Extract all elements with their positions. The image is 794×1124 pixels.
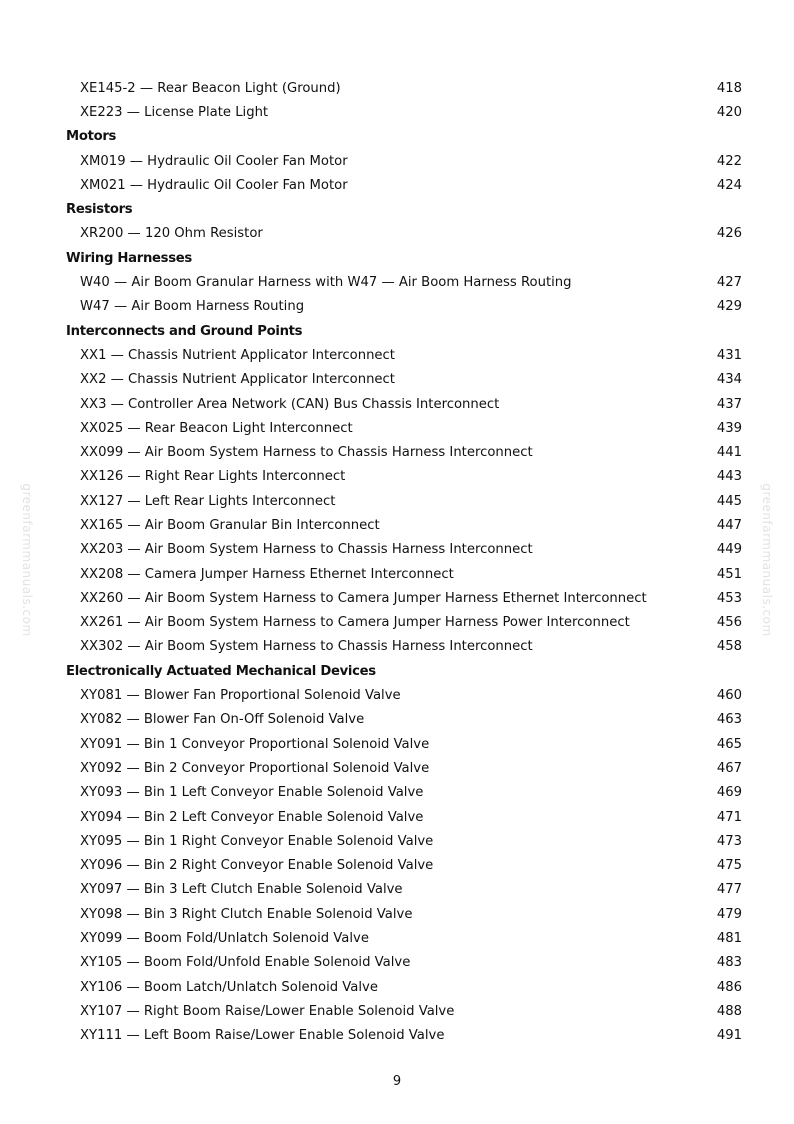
entry-title: XY096 — Bin 2 Right Conveyor Enable Solenoid Valve	[80, 858, 434, 874]
toc-entry[interactable]	[66, 392, 742, 416]
toc-entry[interactable]	[66, 222, 742, 246]
entry-page-number: 426	[716, 226, 742, 242]
entry-title: XX2 — Chassis Nutrient Applicator Interconnect	[80, 372, 395, 388]
entry-page-number: 491	[716, 1028, 742, 1044]
entry-title: XY111 — Left Boom Raise/Lower Enable Solenoid Valve	[80, 1028, 445, 1044]
entry-title: XX208 — Camera Jumper Harness Ethernet Interconnect	[80, 566, 454, 582]
entry-page-number: 451	[716, 566, 742, 582]
entry-title: XY095 — Bin 1 Right Conveyor Enable Solenoid Valve	[80, 833, 434, 849]
entry-page-number: 434	[716, 372, 742, 388]
toc-entry[interactable]	[66, 829, 742, 853]
entry-page-number: 477	[716, 882, 742, 898]
entry-page-number: 443	[716, 469, 742, 485]
toc-entry[interactable]	[66, 270, 742, 294]
entry-page-number: 483	[716, 955, 742, 971]
watermark-right: greenfarmmanuals.com	[760, 483, 774, 637]
entry-title: W47 — Air Boom Harness Routing	[80, 299, 305, 315]
entry-page-number: 456	[716, 615, 742, 631]
entry-page-number: 422	[716, 153, 742, 169]
entry-page-number: 471	[716, 809, 742, 825]
entry-page-number: 431	[716, 347, 742, 363]
entry-page-number: 463	[716, 712, 742, 728]
entry-title: XY098 — Bin 3 Right Clutch Enable Solenoid Valve	[80, 906, 413, 922]
toc-entry[interactable]	[66, 76, 742, 100]
entry-page-number: 486	[716, 979, 742, 995]
entry-page-number: 420	[716, 104, 742, 120]
entry-title: XX126 — Right Rear Lights Interconnect	[80, 469, 346, 485]
toc-entry[interactable]	[66, 975, 742, 999]
entry-page-number: 465	[716, 736, 742, 752]
entry-title: XM019 — Hydraulic Oil Cooler Fan Motor	[80, 153, 348, 169]
entry-page-number: 479	[716, 906, 742, 922]
entry-title: XY092 — Bin 2 Conveyor Proportional Solenoid Valve	[80, 760, 430, 776]
toc-entry[interactable]	[66, 440, 742, 464]
entry-page-number: 429	[716, 299, 742, 315]
entry-title: XX165 — Air Boom Granular Bin Interconnect	[80, 517, 380, 533]
toc-section-heading	[66, 125, 742, 149]
toc-entry[interactable]	[66, 805, 742, 829]
entry-page-number: 441	[716, 445, 742, 461]
toc-entry[interactable]	[66, 513, 742, 537]
toc-entry[interactable]	[66, 173, 742, 197]
toc-entry[interactable]	[66, 683, 742, 707]
toc-entry[interactable]	[66, 854, 742, 878]
entry-page-number: 475	[716, 858, 742, 874]
entry-page-number: 418	[716, 80, 742, 96]
toc-entry[interactable]	[66, 635, 742, 659]
entry-title: XY091 — Bin 1 Conveyor Proportional Solenoid Valve	[80, 736, 430, 752]
entry-title: XX203 — Air Boom System Harness to Chassis Harness Interconnect	[80, 542, 533, 558]
entry-title: XX025 — Rear Beacon Light Interconnect	[80, 420, 353, 436]
toc-entry[interactable]	[66, 1024, 742, 1048]
toc-section-heading	[66, 319, 742, 343]
section-title: Wiring Harnesses	[66, 250, 192, 266]
entry-title: XX1 — Chassis Nutrient Applicator Interconnect	[80, 347, 395, 363]
entry-page-number: 447	[716, 517, 742, 533]
watermark-left: greenfarmmanuals.com	[20, 483, 34, 637]
table-of-contents	[66, 76, 742, 1048]
section-title: Interconnects and Ground Points	[66, 323, 303, 339]
entry-title: XY093 — Bin 1 Left Conveyor Enable Solenoid Valve	[80, 785, 424, 801]
entry-page-number: 445	[716, 493, 742, 509]
toc-entry[interactable]	[66, 902, 742, 926]
entry-title: XY094 — Bin 2 Left Conveyor Enable Solenoid Valve	[80, 809, 424, 825]
entry-page-number: 467	[716, 760, 742, 776]
toc-entry[interactable]	[66, 732, 742, 756]
toc-entry[interactable]	[66, 465, 742, 489]
entry-title: XX099 — Air Boom System Harness to Chassis Harness Interconnect	[80, 445, 533, 461]
entry-title: XX3 — Controller Area Network (CAN) Bus Chassis Interconnect	[80, 396, 500, 412]
toc-entry[interactable]	[66, 489, 742, 513]
entry-title: XR200 — 120 Ohm Resistor	[80, 226, 263, 242]
toc-entry[interactable]	[66, 538, 742, 562]
toc-entry[interactable]	[66, 586, 742, 610]
toc-entry[interactable]	[66, 878, 742, 902]
entry-page-number: 453	[716, 590, 742, 606]
entry-page-number: 424	[716, 177, 742, 193]
toc-section-heading	[66, 659, 742, 683]
toc-section-heading	[66, 246, 742, 270]
toc-entry[interactable]	[66, 708, 742, 732]
toc-entry[interactable]	[66, 416, 742, 440]
section-title: Resistors	[66, 202, 133, 218]
entry-title: XY082 — Blower Fan On-Off Solenoid Valve	[80, 712, 365, 728]
toc-entry[interactable]	[66, 951, 742, 975]
entry-page-number: 427	[716, 275, 742, 291]
entry-title: XY097 — Bin 3 Left Clutch Enable Solenoid Valve	[80, 882, 403, 898]
toc-entry[interactable]	[66, 368, 742, 392]
entry-page-number: 437	[716, 396, 742, 412]
entry-title: XE145-2 — Rear Beacon Light (Ground)	[80, 80, 341, 96]
entry-page-number: 449	[716, 542, 742, 558]
entry-title: XY105 — Boom Fold/Unfold Enable Solenoid Valve	[80, 955, 411, 971]
entry-page-number: 439	[716, 420, 742, 436]
toc-entry[interactable]	[66, 562, 742, 586]
toc-entry[interactable]	[66, 295, 742, 319]
entry-title: XY081 — Blower Fan Proportional Solenoid Valve	[80, 688, 401, 704]
entry-title: XY107 — Right Boom Raise/Lower Enable Solenoid Valve	[80, 1003, 455, 1019]
section-title: Electronically Actuated Mechanical Devices	[66, 663, 376, 679]
entry-page-number: 473	[716, 833, 742, 849]
entry-page-number: 481	[716, 931, 742, 947]
toc-entry[interactable]	[66, 611, 742, 635]
entry-title: XX260 — Air Boom System Harness to Camera Jumper Harness Ethernet Interconnect	[80, 590, 647, 606]
entry-page-number: 458	[716, 639, 742, 655]
toc-section-heading	[66, 197, 742, 221]
entry-title: XX127 — Left Rear Lights Interconnect	[80, 493, 336, 509]
entry-title: XX302 — Air Boom System Harness to Chassis Harness Interconnect	[80, 639, 533, 655]
entry-page-number: 460	[716, 688, 742, 704]
entry-page-number: 488	[716, 1003, 742, 1019]
toc-entry[interactable]	[66, 781, 742, 805]
toc-entry[interactable]	[66, 343, 742, 367]
entry-title: XY099 — Boom Fold/Unlatch Solenoid Valve	[80, 931, 369, 947]
section-title: Motors	[66, 129, 117, 145]
entry-title: XY106 — Boom Latch/Unlatch Solenoid Valve	[80, 979, 378, 995]
entry-title: W40 — Air Boom Granular Harness with W47 — Air Boom Harness Routing	[80, 275, 572, 291]
entry-page-number: 469	[716, 785, 742, 801]
toc-entry[interactable]	[66, 756, 742, 780]
page-number: 9	[392, 1074, 402, 1089]
toc-entry[interactable]	[66, 149, 742, 173]
entry-title: XM021 — Hydraulic Oil Cooler Fan Motor	[80, 177, 348, 193]
entry-title: XX261 — Air Boom System Harness to Camera Jumper Harness Power Interconnect	[80, 615, 630, 631]
toc-entry[interactable]	[66, 100, 742, 124]
entry-title: XE223 — License Plate Light	[80, 104, 269, 120]
toc-entry[interactable]	[66, 999, 742, 1023]
toc-entry[interactable]	[66, 926, 742, 950]
